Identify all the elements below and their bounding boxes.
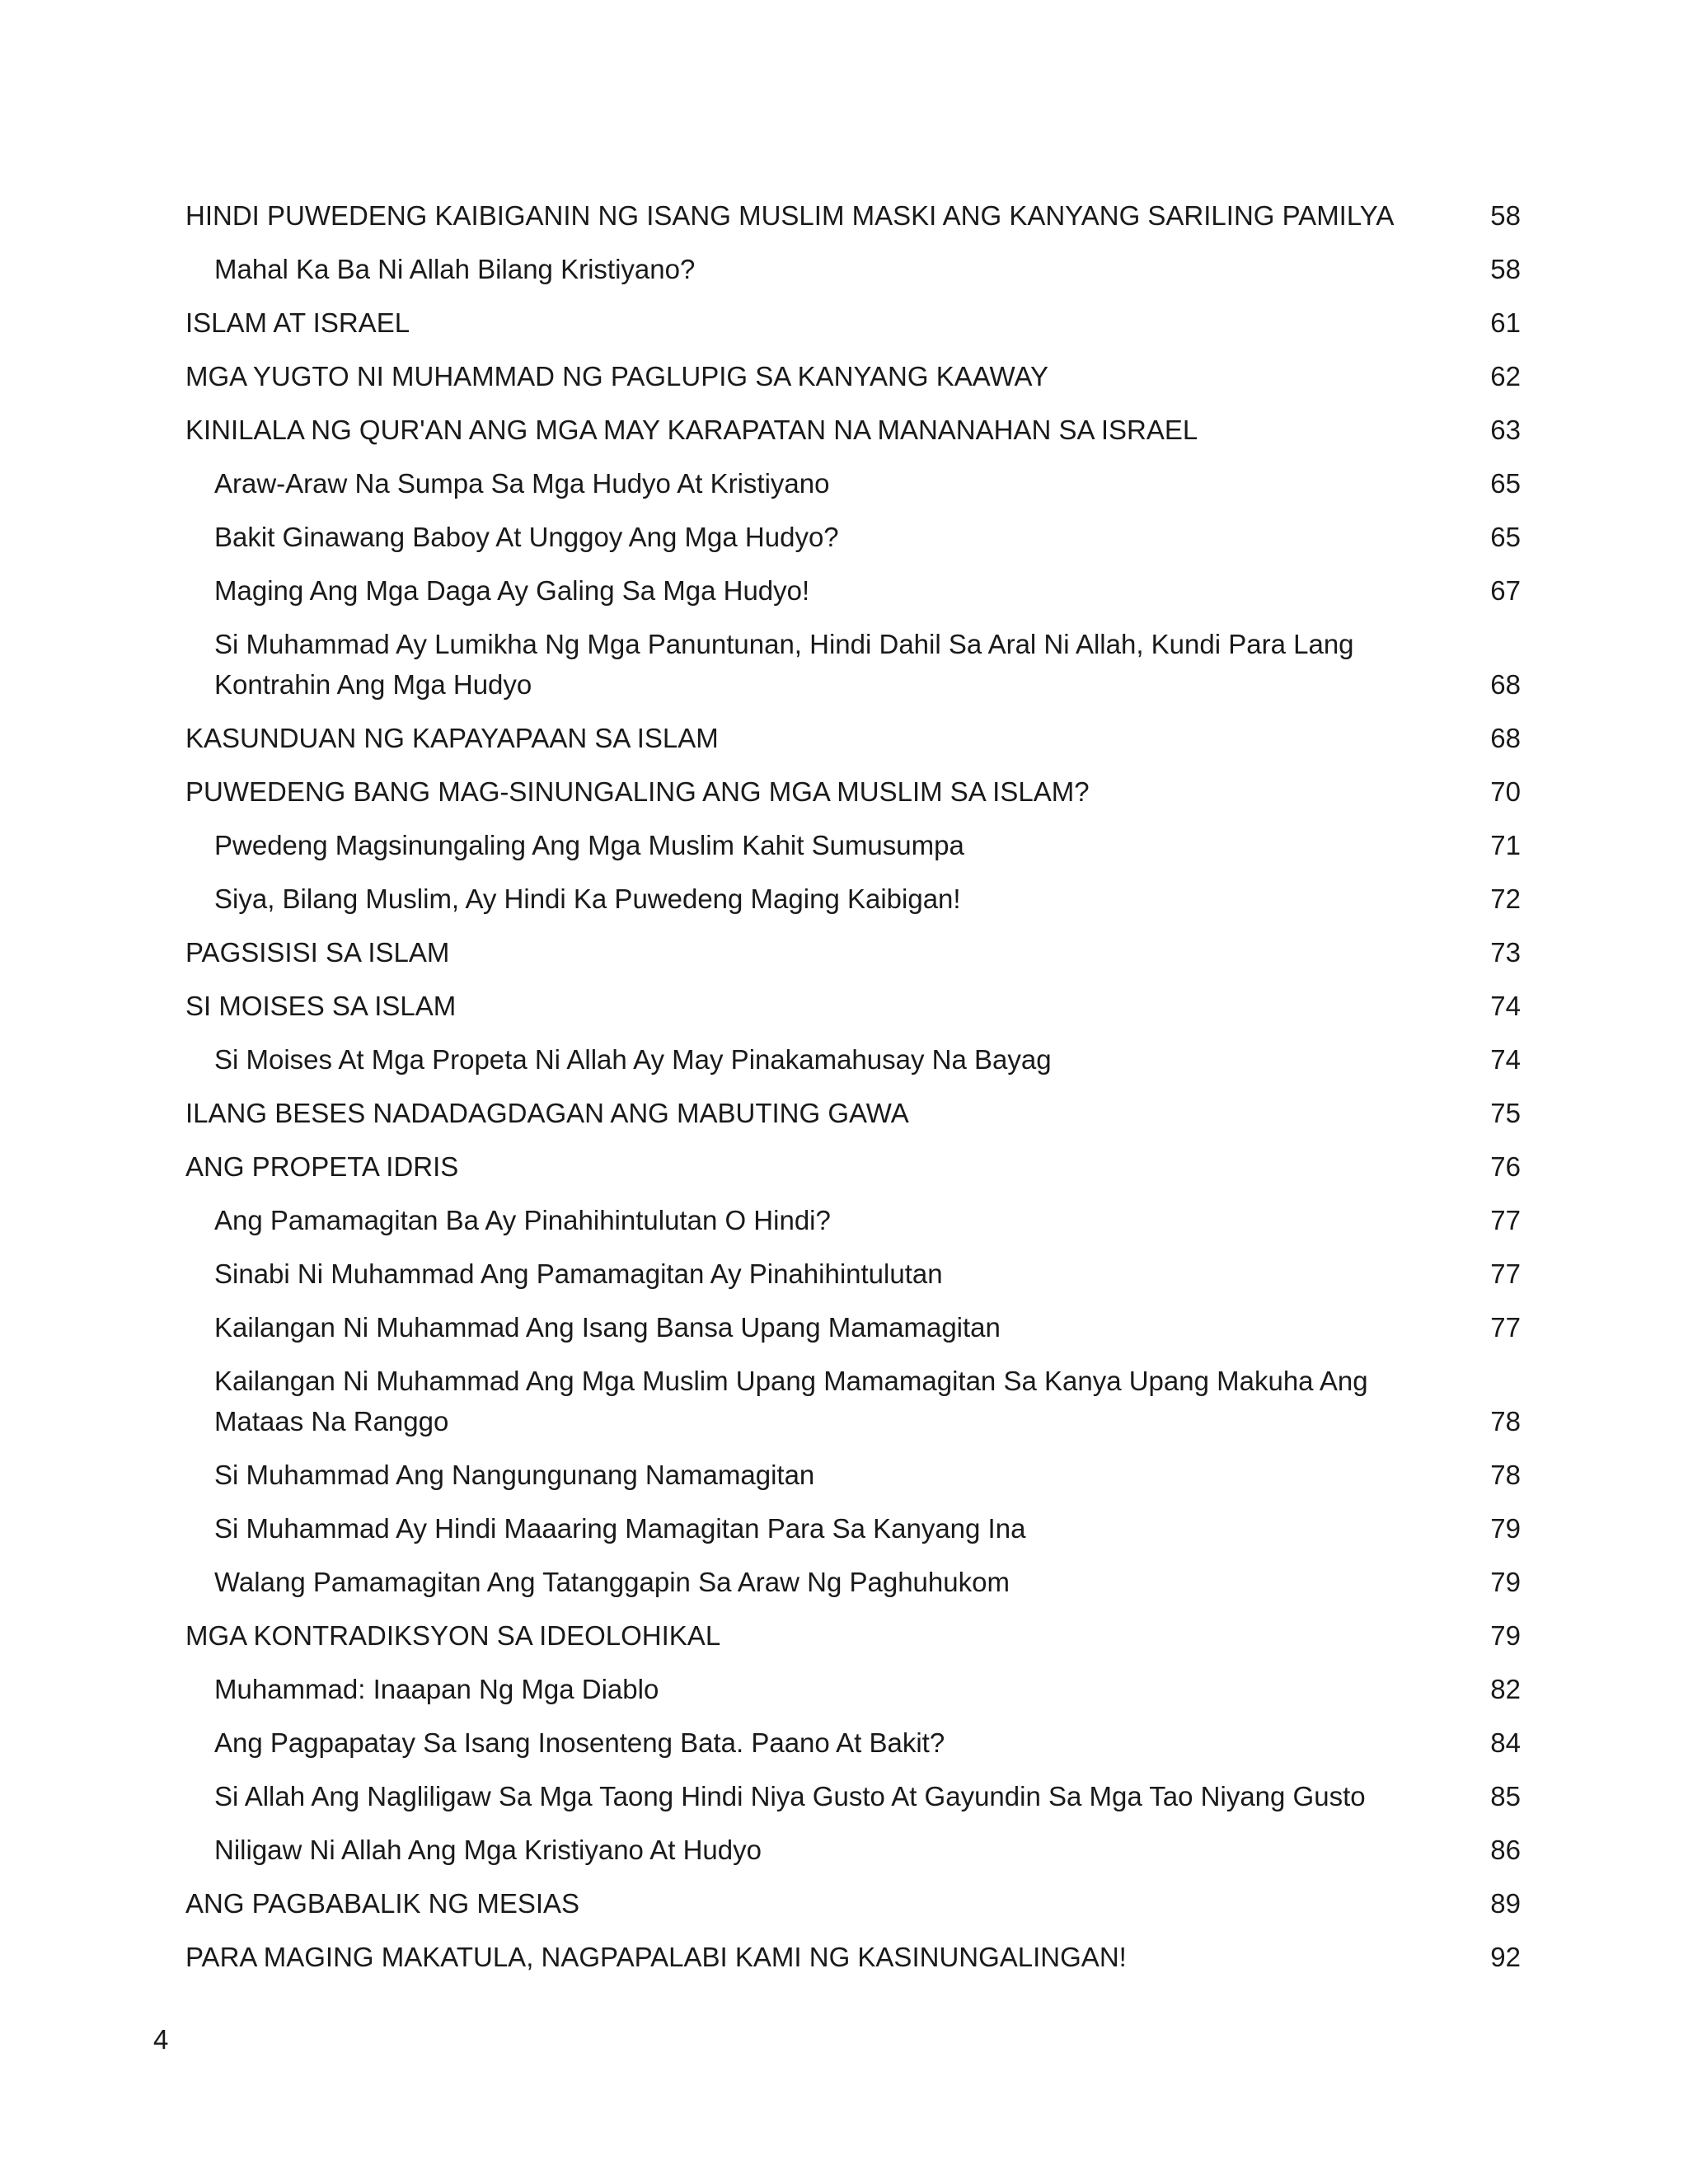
- toc-entry-page: 79: [1490, 1620, 1521, 1651]
- toc-entry-title: Kailangan Ni Muhammad Ang Isang Bansa Upang Mamamagitan: [214, 1312, 1001, 1343]
- toc-entry-title: Si Muhammad Ang Nangungunang Namamagitan: [214, 1460, 815, 1490]
- toc-entry-page: 65: [1490, 468, 1521, 499]
- toc-entry-page: 85: [1490, 1781, 1521, 1811]
- toc-entry-title: Si Moises At Mga Propeta Ni Allah Ay May Pinakamahusay Na Bayag: [214, 1044, 1052, 1075]
- toc-entry-page: 78: [1490, 1460, 1521, 1490]
- toc-entry-section[interactable]: [185, 1508, 1521, 1549]
- toc-entry-title: KASUNDUAN NG KAPAYAPAAN SA ISLAM: [185, 723, 719, 753]
- toc-entry-chapter[interactable]: [185, 718, 1521, 758]
- toc-entry-section[interactable]: [185, 1039, 1521, 1080]
- toc-entry-title: Mahal Ka Ba Ni Allah Bilang Kristiyano?: [214, 254, 696, 284]
- toc-entry-section[interactable]: [185, 1200, 1521, 1240]
- toc-entry-page: 67: [1490, 575, 1521, 606]
- toc-entry-section[interactable]: [185, 1455, 1521, 1495]
- toc-entry-title: ISLAM AT ISRAEL: [185, 307, 410, 338]
- toc-entry-page: 68: [1490, 669, 1521, 700]
- toc-entry-page: 75: [1490, 1098, 1521, 1128]
- toc-entry-section[interactable]: [185, 624, 1521, 705]
- toc-entry-page: 70: [1490, 776, 1521, 807]
- toc-entry-title: ILANG BESES NADADAGDAGAN ANG MABUTING GAWA: [185, 1098, 909, 1128]
- toc-entry-title: KINILALA NG QUR'AN ANG MGA MAY KARAPATAN NA MANANAHAN SA ISRAEL: [185, 415, 1198, 445]
- toc-entry-page: 61: [1490, 307, 1521, 338]
- toc-entry-chapter[interactable]: [185, 932, 1521, 972]
- table-of-contents: [185, 195, 1521, 1990]
- toc-entry-page: 71: [1490, 830, 1521, 860]
- toc-entry-page: 58: [1490, 200, 1521, 231]
- toc-entry-page: 86: [1490, 1835, 1521, 1865]
- toc-entry-page: 84: [1490, 1727, 1521, 1758]
- toc-entry-title: Bakit Ginawang Baboy At Unggoy Ang Mga Hudyo?: [214, 522, 839, 552]
- toc-entry-page: 79: [1490, 1567, 1521, 1597]
- toc-entry-section[interactable]: [185, 570, 1521, 611]
- toc-entry-title: Niligaw Ni Allah Ang Mga Kristiyano At Hudyo: [214, 1835, 762, 1865]
- toc-entry-title: Si Allah Ang Nagliligaw Sa Mga Taong Hindi Niya Gusto At Gayundin Sa Mga Tao Niyang Gusto: [214, 1781, 1366, 1811]
- toc-entry-title: PUWEDENG BANG MAG-SINUNGALING ANG MGA MUSLIM SA ISLAM?: [185, 776, 1090, 807]
- toc-entry-chapter[interactable]: [185, 1615, 1521, 1656]
- toc-entry-chapter[interactable]: [185, 1146, 1521, 1187]
- toc-entry-page: 77: [1490, 1258, 1521, 1289]
- toc-entry-page: 77: [1490, 1205, 1521, 1235]
- toc-entry-chapter[interactable]: [185, 410, 1521, 450]
- toc-entry-title: Si Muhammad Ay Lumikha Ng Mga Panuntunan, Hindi Dahil Sa Aral Ni Allah, Kundi Para Lang Kontrahin Ang Mga Hudyo: [214, 629, 1354, 700]
- toc-entry-section[interactable]: [185, 825, 1521, 865]
- toc-entry-page: 68: [1490, 723, 1521, 753]
- toc-entry-chapter[interactable]: [185, 771, 1521, 812]
- toc-entry-page: 73: [1490, 937, 1521, 968]
- toc-entry-section[interactable]: [185, 1307, 1521, 1347]
- toc-entry-page: 78: [1490, 1406, 1521, 1436]
- toc-entry-title: Kailangan Ni Muhammad Ang Mga Muslim Upang Mamamagitan Sa Kanya Upang Makuha Ang Mataas Na Ranggo: [214, 1366, 1368, 1436]
- toc-entry-section[interactable]: [185, 1254, 1521, 1294]
- toc-entry-section[interactable]: [185, 1830, 1521, 1870]
- toc-entry-page: 76: [1490, 1151, 1521, 1182]
- toc-entry-page: 92: [1490, 1942, 1521, 1972]
- toc-entry-page: 74: [1490, 991, 1521, 1021]
- toc-entry-title: Siya, Bilang Muslim, Ay Hindi Ka Puwedeng Maging Kaibigan!: [214, 883, 961, 914]
- toc-entry-title: HINDI PUWEDENG KAIBIGANIN NG ISANG MUSLIM MASKI ANG KANYANG SARILING PAMILYA: [185, 200, 1395, 231]
- toc-entry-chapter[interactable]: [185, 986, 1521, 1026]
- toc-entry-section[interactable]: [185, 1562, 1521, 1602]
- toc-entry-chapter[interactable]: [185, 195, 1521, 236]
- toc-entry-section[interactable]: [185, 1361, 1521, 1441]
- toc-entry-chapter[interactable]: [185, 1093, 1521, 1133]
- toc-entry-page: 74: [1490, 1044, 1521, 1075]
- toc-entry-title: PARA MAGING MAKATULA, NAGPAPALABI KAMI NG KASINUNGALINGAN!: [185, 1942, 1127, 1972]
- toc-entry-title: PAGSISISI SA ISLAM: [185, 937, 450, 968]
- toc-entry-page: 63: [1490, 415, 1521, 445]
- toc-entry-page: 82: [1490, 1674, 1521, 1704]
- toc-entry-title: Araw-Araw Na Sumpa Sa Mga Hudyo At Kristiyano: [214, 468, 830, 499]
- toc-entry-section[interactable]: [185, 517, 1521, 557]
- toc-entry-chapter[interactable]: [185, 356, 1521, 396]
- toc-entry-chapter[interactable]: [185, 1883, 1521, 1924]
- toc-entry-title: Muhammad: Inaapan Ng Mga Diablo: [214, 1674, 659, 1704]
- toc-entry-title: Maging Ang Mga Daga Ay Galing Sa Mga Hudyo!: [214, 575, 810, 606]
- toc-entry-title: MGA KONTRADIKSYON SA IDEOLOHIKAL: [185, 1620, 721, 1651]
- toc-entry-chapter[interactable]: [185, 302, 1521, 343]
- toc-entry-title: Ang Pagpapatay Sa Isang Inosenteng Bata. Paano At Bakit?: [214, 1727, 945, 1758]
- toc-entry-title: Pwedeng Magsinungaling Ang Mga Muslim Kahit Sumusumpa: [214, 830, 964, 860]
- toc-entry-section[interactable]: [185, 1722, 1521, 1763]
- toc-entry-title: SI MOISES SA ISLAM: [185, 991, 457, 1021]
- toc-entry-title: Ang Pamamagitan Ba Ay Pinahihintulutan O Hindi?: [214, 1205, 831, 1235]
- toc-entry-title: ANG PROPETA IDRIS: [185, 1151, 459, 1182]
- toc-entry-title: ANG PAGBABALIK NG MESIAS: [185, 1888, 580, 1919]
- toc-entry-section[interactable]: [185, 1669, 1521, 1709]
- toc-entry-section[interactable]: [185, 249, 1521, 289]
- toc-entry-page: 72: [1490, 883, 1521, 914]
- toc-entry-section[interactable]: [185, 879, 1521, 919]
- toc-entry-page: 58: [1490, 254, 1521, 284]
- page-number: 4: [153, 2024, 169, 2055]
- toc-entry-title: Sinabi Ni Muhammad Ang Pamamagitan Ay Pinahihintulutan: [214, 1258, 943, 1289]
- toc-entry-chapter[interactable]: [185, 1937, 1521, 1977]
- toc-entry-page: 77: [1490, 1312, 1521, 1343]
- toc-entry-page: 89: [1490, 1888, 1521, 1919]
- toc-entry-page: 62: [1490, 361, 1521, 391]
- toc-entry-page: 79: [1490, 1513, 1521, 1544]
- toc-entry-title: MGA YUGTO NI MUHAMMAD NG PAGLUPIG SA KANYANG KAAWAY: [185, 361, 1049, 391]
- toc-entry-title: Si Muhammad Ay Hindi Maaaring Mamagitan Para Sa Kanyang Ina: [214, 1513, 1026, 1544]
- toc-entry-title: Walang Pamamagitan Ang Tatanggapin Sa Araw Ng Paghuhukom: [214, 1567, 1010, 1597]
- toc-entry-page: 65: [1490, 522, 1521, 552]
- toc-entry-section[interactable]: [185, 1776, 1521, 1816]
- toc-entry-section[interactable]: [185, 463, 1521, 504]
